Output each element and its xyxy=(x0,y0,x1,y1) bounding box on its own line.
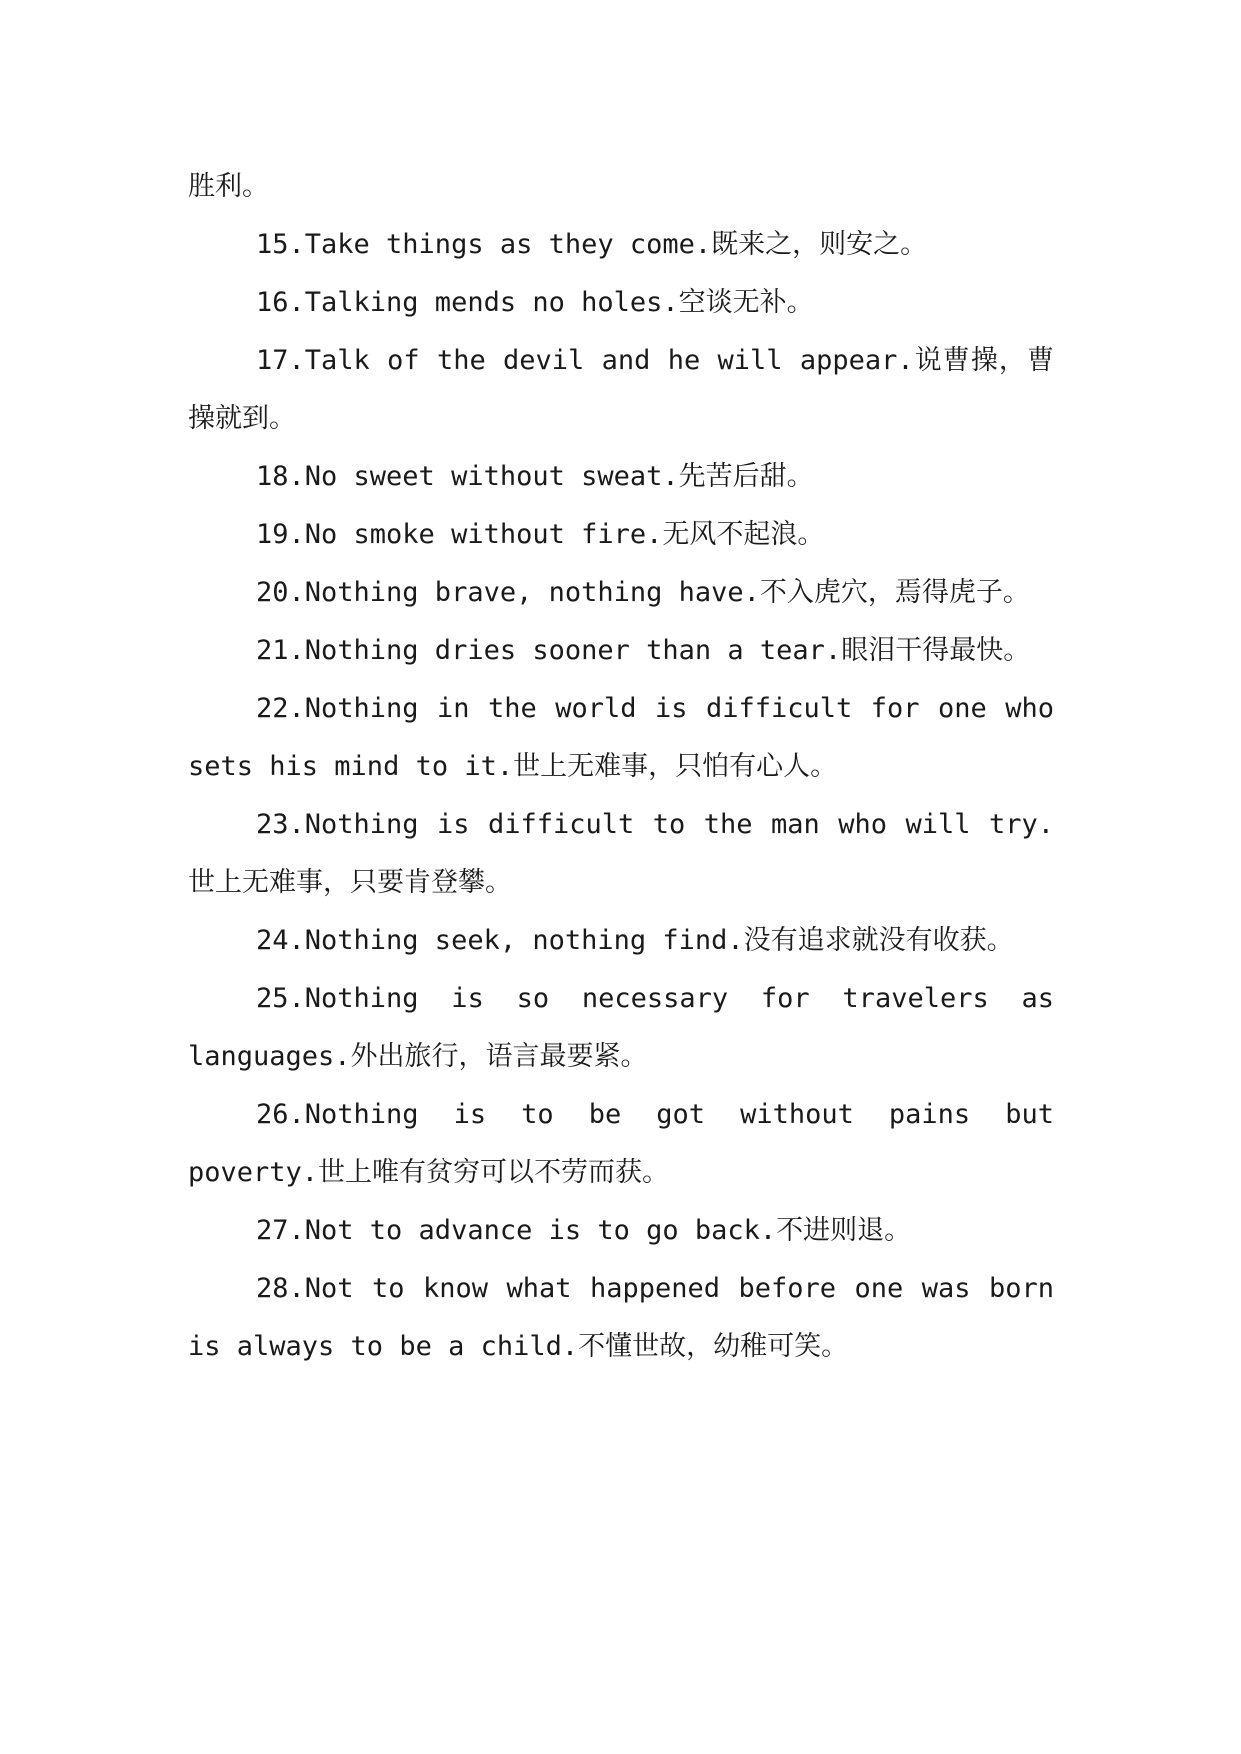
proverb-27: 27.Not to advance is to go back.不进则退。 xyxy=(256,1215,912,1246)
proverb-25: 25.Nothing is so necessary for travelers as languages.外出旅行，语言最要紧。 xyxy=(188,983,1054,1072)
proverb-24: 24.Nothing seek, nothing find.没有追求就没有收获。 xyxy=(256,925,1014,956)
proverb-28: 28.Not to know what happened before one was born is always to be a child.不懂世故，幼稚可笑。 xyxy=(188,1273,1054,1362)
proverb-23: 23.Nothing is difficult to the man who will try.世上无难事，只要肯登攀。 xyxy=(188,809,1054,898)
proverb-20: 20.Nothing brave, nothing have.不入虎穴，焉得虎子。 xyxy=(256,577,1030,608)
proverb-26: 26.Nothing is to be got without pains but poverty.世上唯有贫穷可以不劳而获。 xyxy=(188,1099,1054,1188)
proverb-19: 19.No smoke without fire.无风不起浪。 xyxy=(256,519,825,550)
proverb-15: 15.Take things as they come.既来之，则安之。 xyxy=(256,229,928,260)
paragraph-continuation: 胜利。 xyxy=(188,171,269,202)
proverb-16: 16.Talking mends no holes.空谈无补。 xyxy=(256,287,814,318)
page-body xyxy=(188,158,1054,1376)
proverb-22: 22.Nothing in the world is difficult for one who sets his mind to it.世上无难事，只怕有心人。 xyxy=(188,693,1054,782)
proverb-21: 21.Nothing dries sooner than a tear.眼泪干得最快。 xyxy=(256,635,1031,666)
proverb-17: 17.Talk of the devil and he will appear.说曹操，曹操就到。 xyxy=(188,345,1054,434)
proverb-18: 18.No sweet without sweat.先苦后甜。 xyxy=(256,461,814,492)
